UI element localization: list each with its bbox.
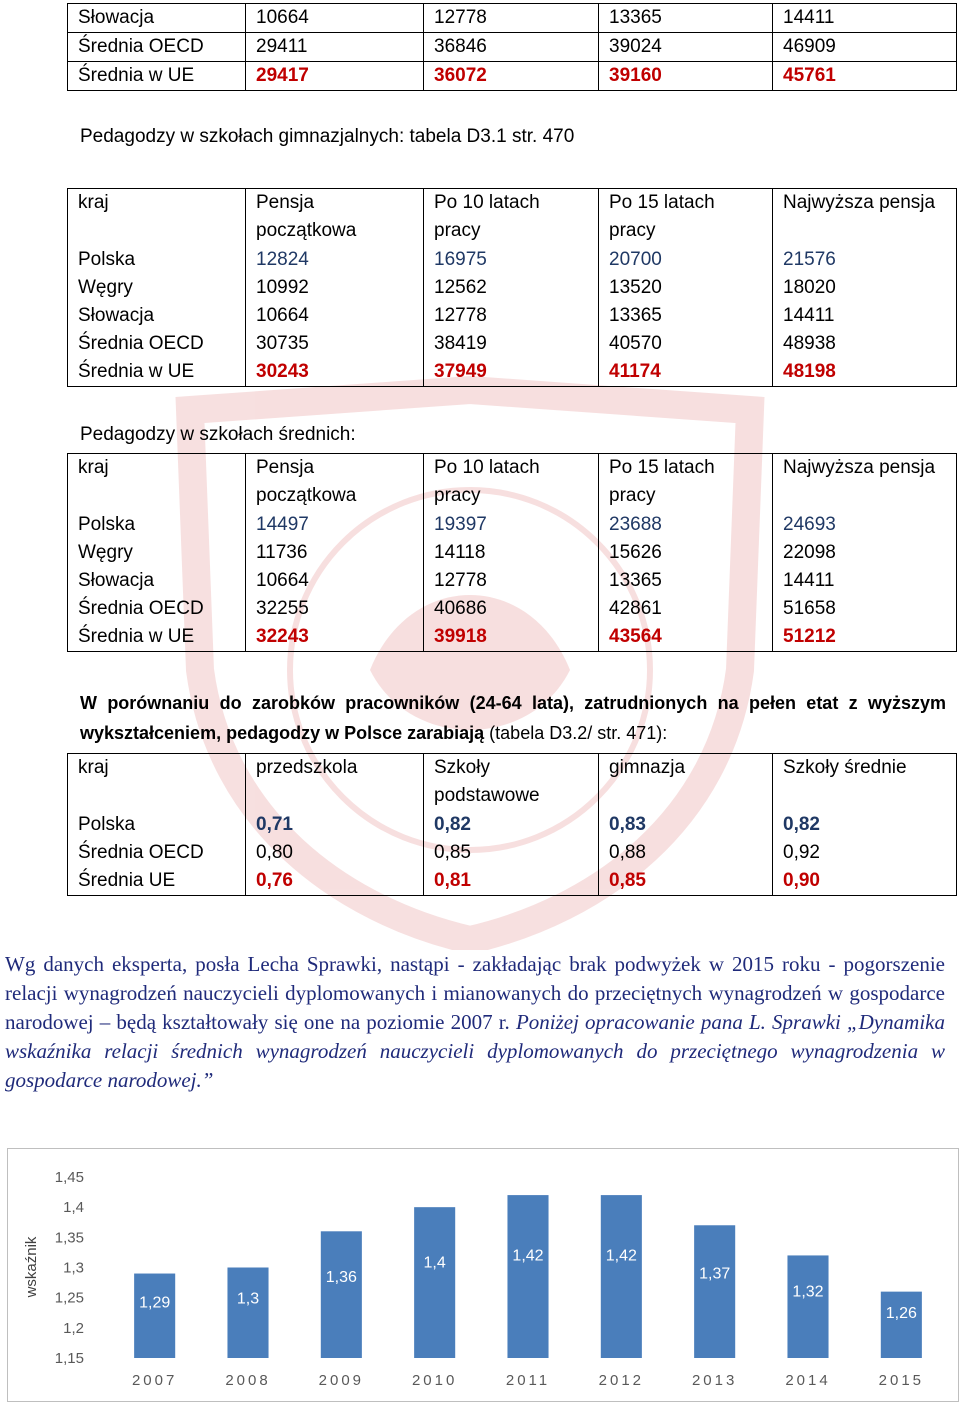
value-cell: 32255 <box>246 595 424 623</box>
value-cell: 40686 <box>424 595 599 623</box>
header-cell: Pensja początkowa <box>246 454 424 512</box>
table-row <box>68 274 957 302</box>
row-label-cell: Węgry <box>68 274 246 302</box>
value-cell: 18020 <box>773 274 957 302</box>
table-row <box>68 839 957 867</box>
data-label: 1,4 <box>423 1254 446 1272</box>
row-label-cell: Polska <box>68 511 246 539</box>
y-tick-label: 1,35 <box>54 1229 84 1247</box>
value-cell: 0,85 <box>424 839 599 867</box>
value-cell: 22098 <box>773 539 957 567</box>
value-cell: 40570 <box>599 330 773 358</box>
y-tick-label: 1,3 <box>63 1259 84 1277</box>
comparison-bold-text: W porównaniu do zarobków pracowników (24-64 lata), zatrudnionych na pełen etat z wyższym wykształceniem, pedagodzy w Polsce zarabiają <box>80 693 946 743</box>
value-cell: 39918 <box>424 623 599 652</box>
comparison-normal-text: (tabela D3.2/ str. 471): <box>484 723 668 743</box>
value-cell: 15626 <box>599 539 773 567</box>
table-row <box>68 33 957 62</box>
bar-2013 <box>694 1225 735 1358</box>
row-label-cell: kraj <box>68 189 246 247</box>
y-tick-label: 1,4 <box>63 1199 84 1217</box>
value-cell: 0,85 <box>599 867 773 896</box>
value-cell: 10664 <box>246 302 424 330</box>
row-label-cell: Średnia w UE <box>68 62 246 91</box>
header-row <box>68 189 957 247</box>
value-cell: 41174 <box>599 358 773 387</box>
value-cell: 45761 <box>773 62 957 91</box>
comparison-paragraph <box>80 688 946 748</box>
value-cell: 10664 <box>246 567 424 595</box>
row-label-cell: Polska <box>68 246 246 274</box>
value-cell: 39160 <box>599 62 773 91</box>
header-row <box>68 754 957 812</box>
x-tick-label: 2010 <box>411 1372 458 1389</box>
header-cell: Pensja początkowa <box>246 189 424 247</box>
x-tick-label: 2011 <box>505 1372 551 1389</box>
table-row <box>68 302 957 330</box>
data-label: 1,3 <box>236 1290 260 1308</box>
value-cell: 0,88 <box>599 839 773 867</box>
value-cell: 0,82 <box>424 811 599 839</box>
value-cell: 48198 <box>773 358 957 387</box>
salary-table-gimnazja <box>67 188 957 387</box>
ratio-dynamics-chart <box>7 1148 959 1402</box>
bar-2012 <box>601 1195 642 1358</box>
value-cell: 0,90 <box>773 867 957 896</box>
value-cell: 13520 <box>599 274 773 302</box>
value-cell: 10664 <box>246 4 424 33</box>
value-cell: 14411 <box>773 4 957 33</box>
x-tick-label: 2013 <box>691 1372 738 1389</box>
y-tick-label: 1,15 <box>54 1350 84 1367</box>
value-cell: 32243 <box>246 623 424 652</box>
table-row <box>68 358 957 387</box>
bar-2009 <box>321 1231 362 1358</box>
table-row <box>68 539 957 567</box>
value-cell: 39024 <box>599 33 773 62</box>
bar-2007 <box>134 1274 175 1358</box>
value-cell: 12824 <box>246 246 424 274</box>
caption-gimnazja: Pedagodzy w szkołach gimnazjalnych: tabela D3.1 str. 470 <box>80 126 575 147</box>
header-cell: Po 15 latach pracy <box>599 454 773 512</box>
row-label-cell: Średnia OECD <box>68 595 246 623</box>
value-cell: 29417 <box>246 62 424 91</box>
value-cell: 0,81 <box>424 867 599 896</box>
table-row <box>68 511 957 539</box>
bar-2010 <box>414 1207 455 1358</box>
value-cell: 51212 <box>773 623 957 652</box>
value-cell: 12778 <box>424 302 599 330</box>
value-cell: 43564 <box>599 623 773 652</box>
ratio-table <box>67 753 957 896</box>
value-cell: 14118 <box>424 539 599 567</box>
x-tick-label: 2009 <box>318 1372 365 1389</box>
row-label-cell: Słowacja <box>68 567 246 595</box>
row-label-cell: kraj <box>68 454 246 512</box>
row-label-cell: Średnia w UE <box>68 358 246 387</box>
header-cell: Szkoły podstawowe <box>424 754 599 812</box>
value-cell: 16975 <box>424 246 599 274</box>
y-tick-label: 1,45 <box>54 1169 84 1186</box>
table-row <box>68 4 957 33</box>
data-label: 1,26 <box>885 1305 917 1323</box>
value-cell: 13365 <box>599 567 773 595</box>
row-label-cell: Średnia w UE <box>68 623 246 652</box>
value-cell: 13365 <box>599 302 773 330</box>
table-row <box>68 811 957 839</box>
row-label-cell: Słowacja <box>68 4 246 33</box>
value-cell: 0,92 <box>773 839 957 867</box>
bar-2014 <box>787 1255 828 1358</box>
table-row <box>68 62 957 91</box>
value-cell: 12562 <box>424 274 599 302</box>
x-tick-label: 2015 <box>878 1372 925 1389</box>
data-label: 1,42 <box>605 1247 637 1265</box>
bar-2011 <box>507 1195 548 1358</box>
table-row <box>68 867 957 896</box>
value-cell: 10992 <box>246 274 424 302</box>
y-tick-label: 1,25 <box>54 1289 84 1307</box>
expert-paragraph <box>5 950 945 1095</box>
row-label-cell: Słowacja <box>68 302 246 330</box>
row-label-cell: Średnia OECD <box>68 33 246 62</box>
y-tick-label: 1,2 <box>63 1319 84 1337</box>
value-cell: 36072 <box>424 62 599 91</box>
header-cell: Po 10 latach pracy <box>424 189 599 247</box>
y-axis-label: wskaźnik <box>23 1236 40 1298</box>
value-cell: 0,83 <box>599 811 773 839</box>
data-label: 1,29 <box>139 1294 171 1312</box>
value-cell: 0,76 <box>246 867 424 896</box>
value-cell: 46909 <box>773 33 957 62</box>
table-row <box>68 595 957 623</box>
value-cell: 11736 <box>246 539 424 567</box>
header-cell: Najwyższa pensja <box>773 189 957 247</box>
header-row <box>68 454 957 512</box>
header-cell: Po 15 latach pracy <box>599 189 773 247</box>
value-cell: 12778 <box>424 4 599 33</box>
header-cell: Najwyższa pensja <box>773 454 957 512</box>
expert-italic-text: Poniżej opracowanie pana L. Sprawki „Dynamika wskaźnika relacji średnich wynagrodzeń nauczycieli dyplomowanych do przeciętnego wynagrodzenia w gospodarce narodowej.” <box>5 1010 945 1092</box>
value-cell: 23688 <box>599 511 773 539</box>
value-cell: 19397 <box>424 511 599 539</box>
data-label: 1,42 <box>512 1247 544 1265</box>
bar-2015 <box>881 1292 922 1358</box>
x-tick-label: 2008 <box>225 1372 271 1389</box>
row-label-cell: Węgry <box>68 539 246 567</box>
row-label-cell: kraj <box>68 754 246 812</box>
table-row <box>68 567 957 595</box>
row-label-cell: Średnia OECD <box>68 839 246 867</box>
expert-normal-text: Wg danych eksperta, posła Lecha Sprawki, nastąpi - zakładając brak podwyżek w 2015 roku - pogorszenie relacji wynagrodzeń nauczycieli dyplomowanych i mianowanych do przeciętnych wynagrodzeń w gospodarce narodowej – będą kształtowały się one na poziomie 2007 r. <box>5 952 945 1034</box>
value-cell: 29411 <box>246 33 424 62</box>
value-cell: 48938 <box>773 330 957 358</box>
header-cell: Po 10 latach pracy <box>424 454 599 512</box>
value-cell: 0,82 <box>773 811 957 839</box>
value-cell: 12778 <box>424 567 599 595</box>
value-cell: 13365 <box>599 4 773 33</box>
value-cell: 42861 <box>599 595 773 623</box>
data-label: 1,37 <box>699 1265 731 1283</box>
header-cell: gimnazja <box>599 754 773 812</box>
header-cell: przedszkola <box>246 754 424 812</box>
salary-table-szkoly-srednie <box>67 453 957 652</box>
value-cell: 20700 <box>599 246 773 274</box>
row-label-cell: Średnia OECD <box>68 330 246 358</box>
data-label: 1,36 <box>325 1268 357 1286</box>
value-cell: 14497 <box>246 511 424 539</box>
value-cell: 51658 <box>773 595 957 623</box>
table-row <box>68 246 957 274</box>
value-cell: 24693 <box>773 511 957 539</box>
x-tick-label: 2007 <box>131 1372 178 1389</box>
x-tick-label: 2014 <box>785 1372 831 1389</box>
value-cell: 36846 <box>424 33 599 62</box>
table-row <box>68 330 957 358</box>
value-cell: 37949 <box>424 358 599 387</box>
caption-szkoly-srednie: Pedagodzy w szkołach średnich: <box>80 424 356 445</box>
value-cell: 38419 <box>424 330 599 358</box>
value-cell: 0,71 <box>246 811 424 839</box>
bar-2008 <box>227 1268 268 1359</box>
bar-chart-svg <box>8 1149 958 1401</box>
value-cell: 14411 <box>773 567 957 595</box>
data-label: 1,32 <box>792 1283 824 1301</box>
value-cell: 0,80 <box>246 839 424 867</box>
x-tick-label: 2012 <box>598 1372 645 1389</box>
table-row <box>68 623 957 652</box>
value-cell: 21576 <box>773 246 957 274</box>
value-cell: 30735 <box>246 330 424 358</box>
value-cell: 14411 <box>773 302 957 330</box>
value-cell: 30243 <box>246 358 424 387</box>
row-label-cell: Polska <box>68 811 246 839</box>
salary-table-continued <box>67 3 957 91</box>
header-cell: Szkoły średnie <box>773 754 957 812</box>
row-label-cell: Średnia UE <box>68 867 246 896</box>
